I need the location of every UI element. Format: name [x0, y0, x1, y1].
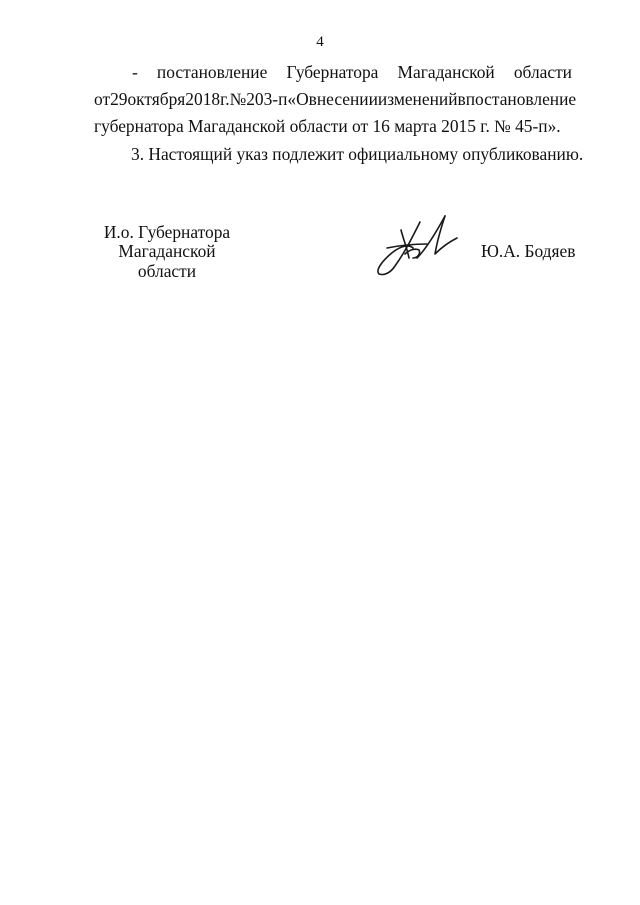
page-number: 4 [316, 34, 324, 50]
word: в [457, 89, 466, 109]
word: внесении [308, 89, 378, 109]
word: г. [220, 89, 230, 109]
word: постановление [156, 62, 268, 82]
word: области [513, 62, 572, 82]
paragraph-3: 3. Настоящий указ подлежит официальному опубликованию. [131, 144, 584, 164]
word: постановление [465, 89, 577, 109]
word: № [229, 89, 247, 109]
word: изменений [377, 89, 458, 109]
signer-name: Ю.А. Бодяев [481, 241, 576, 261]
signer-position-line-2: Магаданской области [118, 241, 216, 281]
word: Магаданской [397, 62, 495, 82]
list-dash: - [132, 62, 138, 82]
word: 29 [110, 89, 128, 109]
word: «О [287, 89, 309, 109]
word: 203-п [246, 89, 288, 109]
handwritten-signature [365, 208, 465, 280]
word: от [94, 89, 111, 109]
signer-position-line-1: И.о. Губернатора [103, 222, 231, 242]
word: октября [127, 89, 186, 109]
list-item-line-2 [94, 89, 577, 109]
word: 2018 [185, 89, 221, 109]
word: Губернатора [286, 62, 379, 82]
list-item-line-1 [94, 62, 572, 82]
list-item-line-3: губернатора Магаданской области от 16 марта 2015 г. № 45-п». [94, 116, 561, 136]
